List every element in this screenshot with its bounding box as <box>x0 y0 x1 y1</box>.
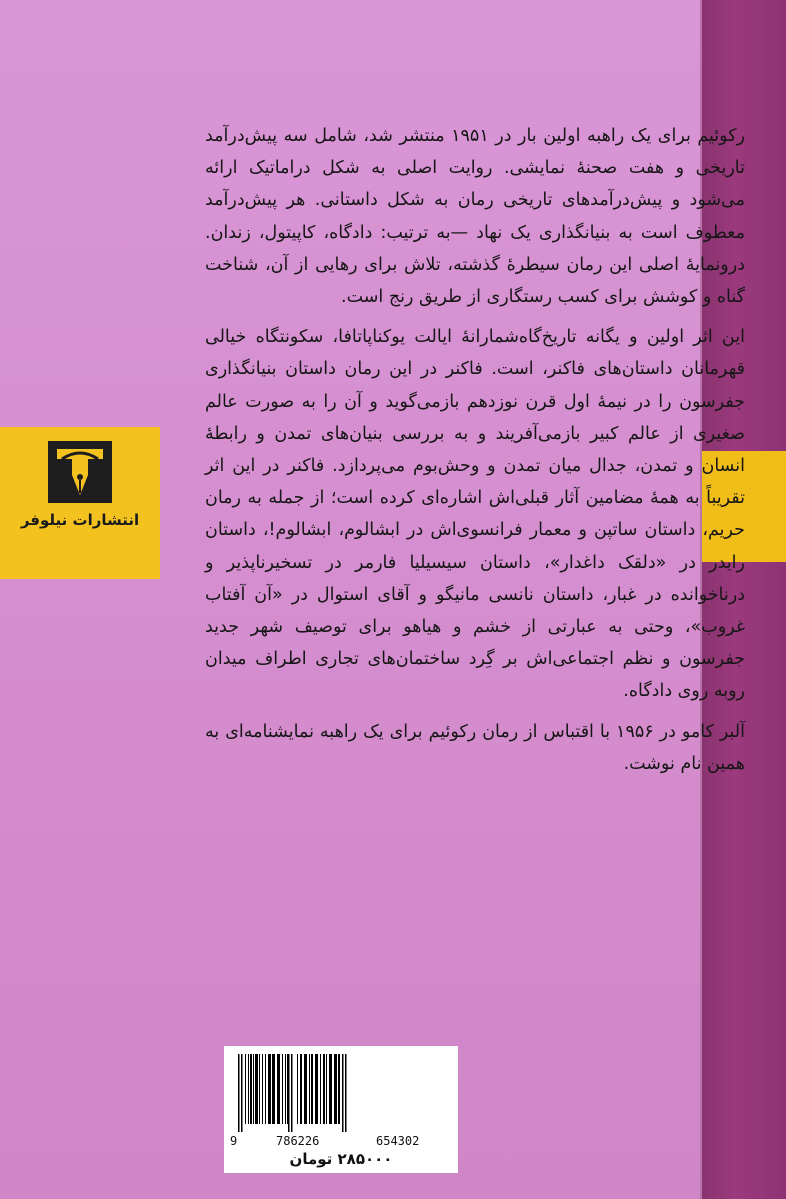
isbn-digits-middle: 786226 <box>276 1134 320 1148</box>
publisher-name: انتشارات نیلوفر <box>20 511 140 529</box>
barcode-bar <box>326 1054 327 1124</box>
barcode-bar <box>268 1054 271 1124</box>
barcode-guard-bar <box>345 1054 347 1132</box>
barcode-bar <box>329 1054 332 1124</box>
barcode-bar <box>245 1054 246 1124</box>
barcode-bar <box>262 1054 263 1124</box>
barcode-bar <box>338 1054 340 1124</box>
publisher-logo <box>30 437 130 507</box>
barcode-bar <box>334 1054 337 1124</box>
barcode-bar <box>272 1054 275 1124</box>
barcode-bar <box>304 1054 307 1124</box>
barcode-bar <box>311 1054 313 1124</box>
barcode-bar <box>277 1054 280 1124</box>
barcode-bar <box>320 1054 321 1124</box>
barcode-bar <box>282 1054 283 1124</box>
blurb-paragraph-2: این اثر اولین و یگانه تاریخ‌گاه‌شمارانهٔ ایالت یوکناپاتافا، سکونتگاه خیالی قهرمانان داستان‌های فاکنر، است. فاکنر در این رمان داستان بنیانگذاری جفرسون را در نیمهٔ اول قرن نوزدهم بازمی‌گوید و آن را به صورت عالم صغیری از عالم کبیر بازمی‌آفریند و به بررسی بنیان‌های تمدن و رابطهٔ انسان و تمدن، جدال میان تمدن و وحش‌بوم می‌پردازد. فاکنر در این اثر تقریباً به همهٔ مضامین آثار قبلی‌اش اشاره‌ای کرده است؛ از جمله به رمان حریم، داستان ساتپن و معمار فرانسوی‌اش در ابشالوم، ابشالوم!، داستان رایدر در «دلقک داغدار»، داستان سیسیلیا فارمر در تسخیرناپذیر و درناخوانده در غبار، داستان نانسی مانیگو و آقای استوال در «آن آفتاب غروب»، وحتی به عبارتی از خشم و هیاهو برای توصیف شهر جدید جفرسون و نظم اجتماعی‌اش بر گِرد ساختمان‌های تجاری اطراف میدان روبه روی دادگاه. <box>205 327 745 702</box>
barcode-bar <box>250 1054 252 1124</box>
blurb-text <box>205 120 745 788</box>
barcode-bar <box>300 1054 302 1124</box>
barcode-bar <box>248 1054 249 1124</box>
lotus-pen-logo-icon <box>30 437 130 507</box>
blurb-paragraph-1: رکوئیم برای یک راهبه اولین بار در ۱۹۵۱ منتشر شد، شامل سه پیش‌درآمد تاریخی و هفت صحنهٔ نمایشی. روایت اصلی به شکل دراماتیک ارائه می‌شود و پیش‌درآمدهای تاریخی رمان به شکل داستانی. هر پیش‌درآمد معطوف است به بنیانگذاری یک نهاد —به ترتیب: دادگاه، کاپیتول، زندان. درونمایهٔ اصلی این رمان سیطرهٔ گذشته، تلاش برای رهایی از آن، شناخت گناه و کوشش برای کسب رستگاری از طریق رنج است. <box>205 126 745 308</box>
blurb-paragraph-3: آلبر کامو در ۱۹۵۶ با اقتباس از رمان رکوئیم برای یک راهبه نمایشنامه‌ای به همین نام نوشت. <box>205 721 745 774</box>
barcode-bar <box>323 1054 325 1124</box>
barcode-bar <box>253 1054 254 1124</box>
barcode-guard-bar <box>238 1054 240 1132</box>
barcode-guard-bar <box>291 1054 293 1132</box>
barcode-bar <box>265 1054 266 1124</box>
barcode-bar <box>285 1054 286 1124</box>
barcode-guard-bar <box>342 1054 344 1132</box>
publisher-badge <box>0 427 160 579</box>
barcode-bar <box>297 1054 298 1124</box>
isbn-digit-first: 9 <box>230 1134 238 1148</box>
price-label: ۲۸۵۰۰۰ تومان <box>289 1150 393 1168</box>
barcode-bar <box>315 1054 318 1124</box>
barcode-label <box>224 1046 458 1173</box>
isbn-digits <box>230 1134 452 1150</box>
isbn-digits-last: 654302 <box>376 1134 420 1148</box>
barcode-bar <box>255 1054 258 1124</box>
barcode-bar <box>287 1054 288 1124</box>
barcode-icon <box>234 1054 448 1132</box>
barcode-guard-bar <box>241 1054 243 1132</box>
barcode-guard-bar <box>288 1054 290 1132</box>
barcode-bar <box>259 1054 260 1124</box>
barcode-bar <box>309 1054 310 1124</box>
